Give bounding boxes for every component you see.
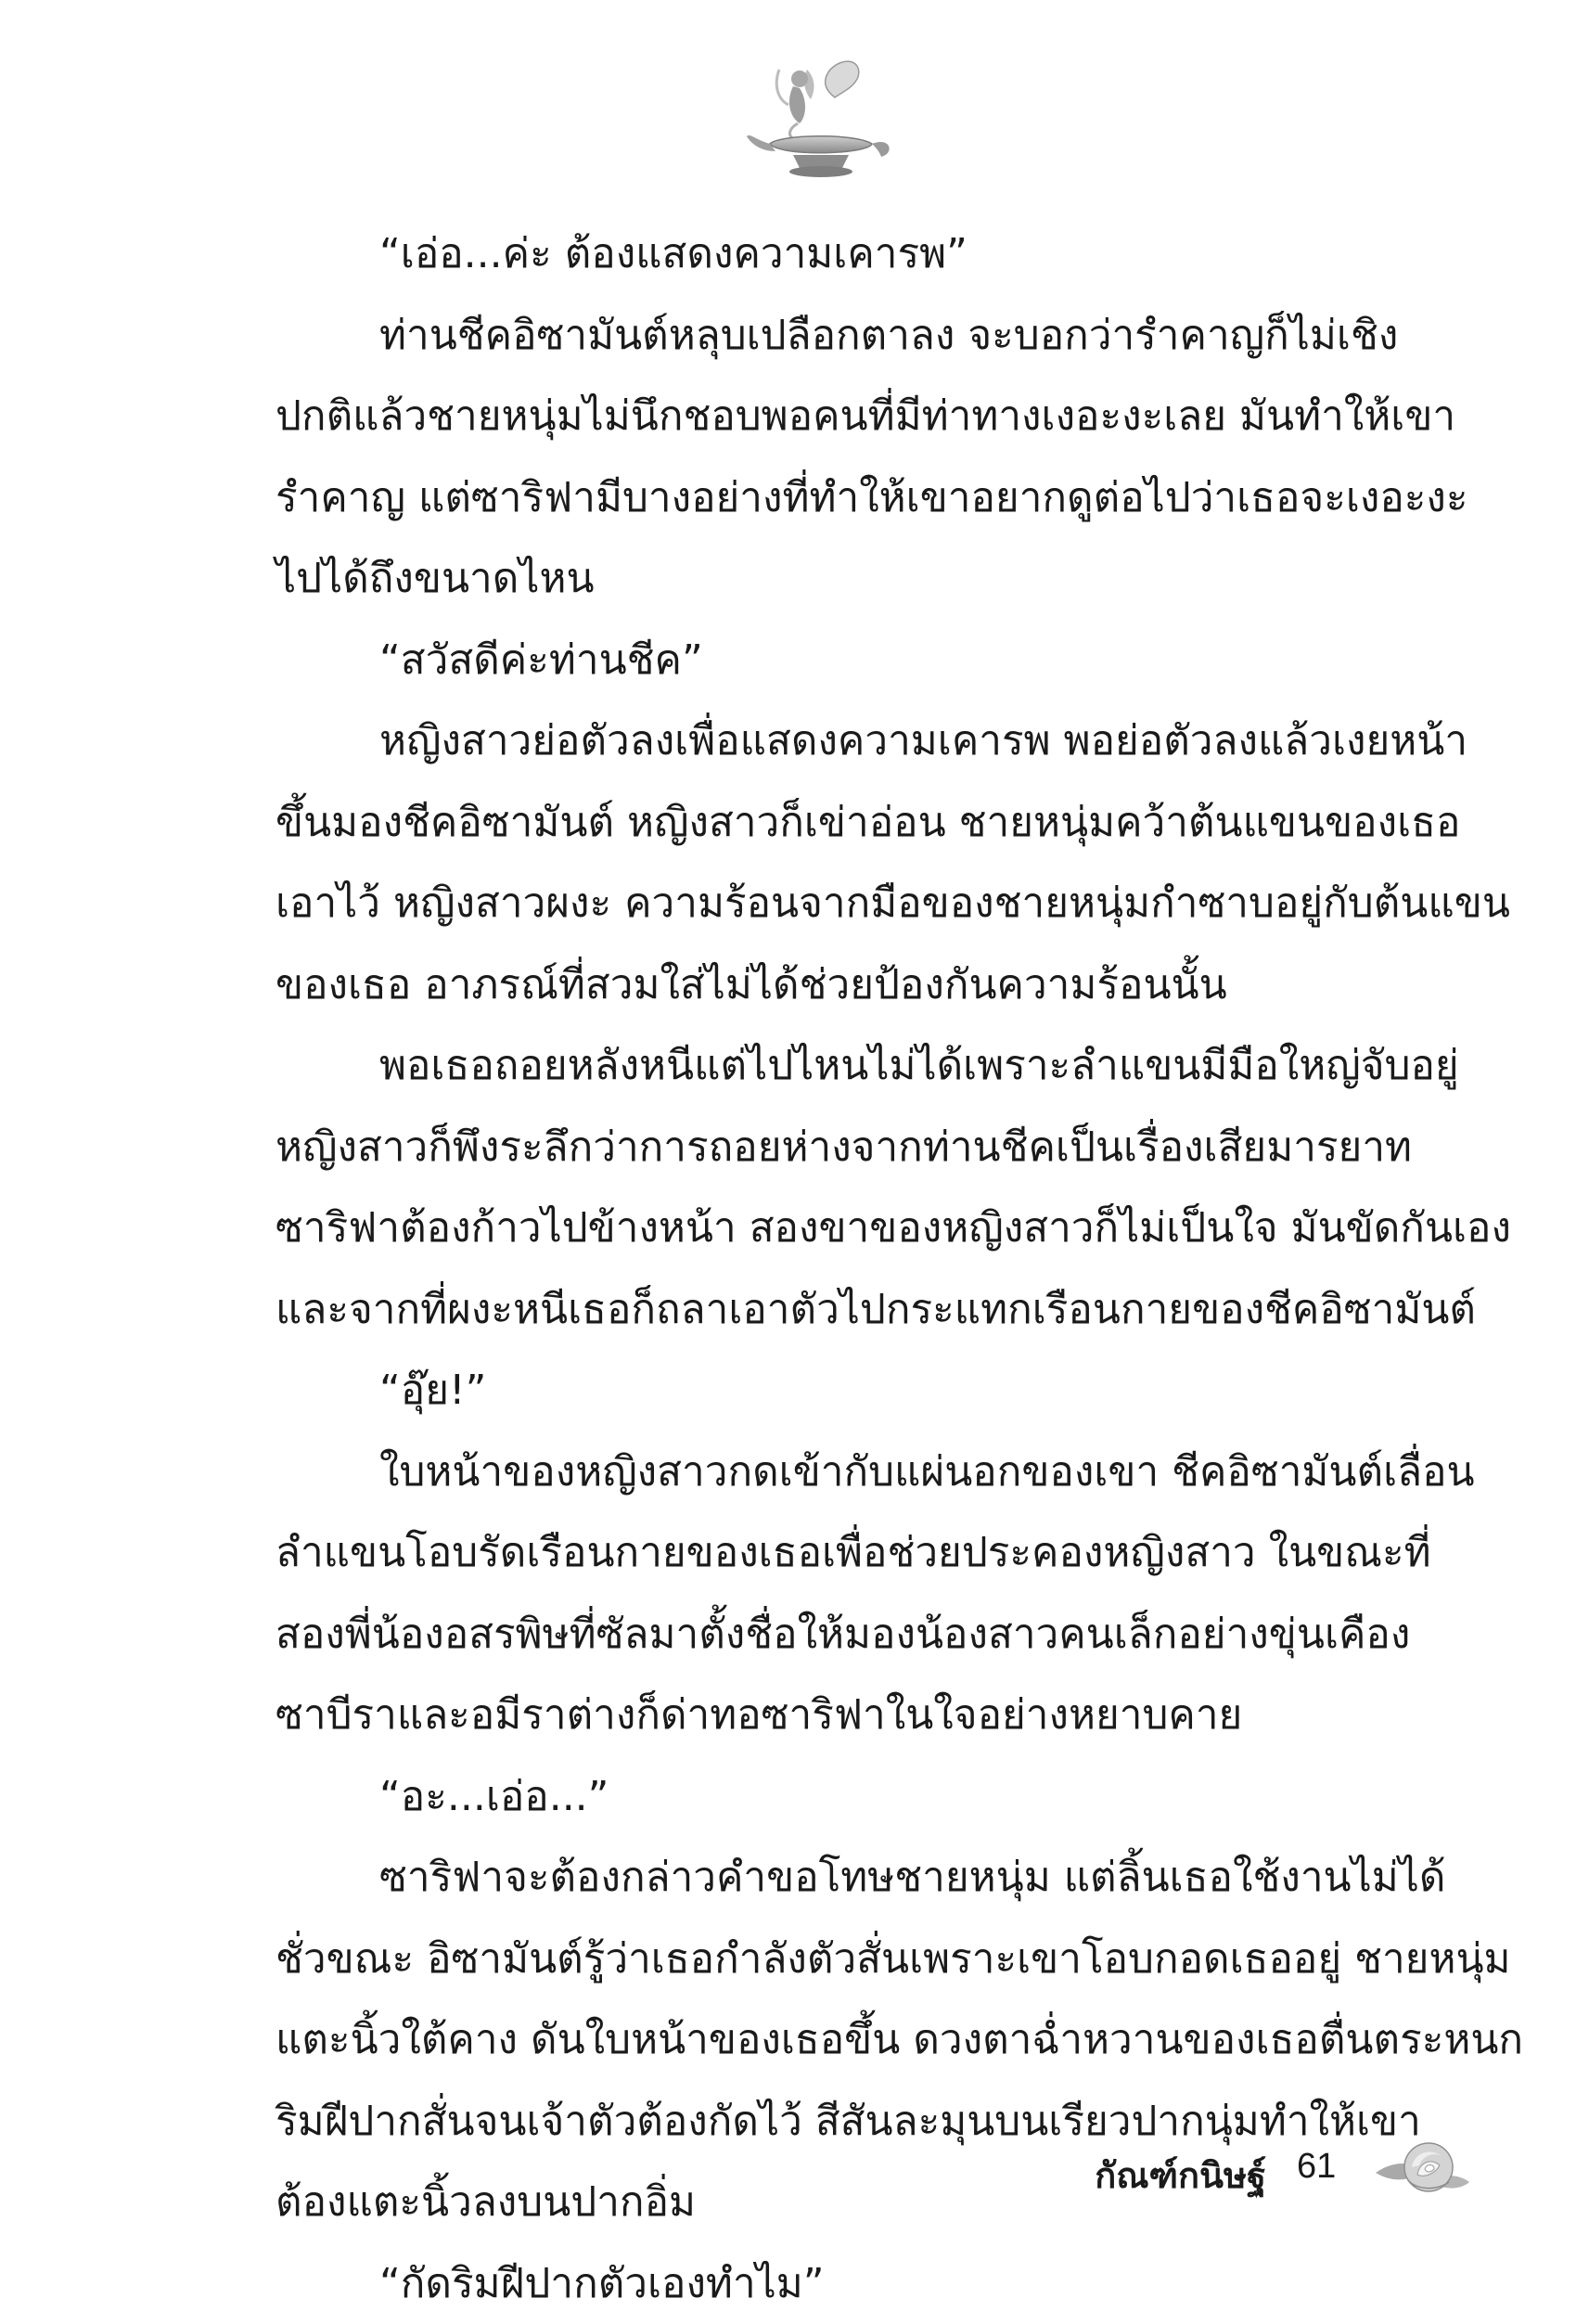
text-line: ซาบีราและอมีราต่างก็ด่าทอซาริฟาในใจอย่างหยาบคาย: [276, 1675, 1398, 1756]
text-line: ปกติแล้วชายหนุ่มไม่นึกชอบพอคนที่มีท่าทางเงอะงะเลย มันทำให้เขา: [276, 376, 1398, 457]
text-line: ลำแขนโอบรัดเรือนกายของเธอเพื่อช่วยประคองหญิงสาว ในขณะที่: [276, 1512, 1398, 1594]
text-line: ใบหน้าของหญิงสาวกดเข้ากับแผ่นอกของเขา ชีคอิซามันต์เลื่อน: [276, 1432, 1398, 1513]
text-line: สองพี่น้องอสรพิษที่ซัลมาตั้งชื่อให้มองน้องสาวคนเล็กอย่างขุ่นเคือง: [276, 1594, 1398, 1676]
text-line: ไปได้ถึงขนาดไหน: [276, 538, 1398, 620]
text-line: ริมฝีปากสั่นจนเจ้าตัวต้องกัดไว้ สีสันละมุนบนเรียวปากนุ่มทำให้เขา: [276, 2081, 1398, 2163]
page-footer: [1067, 2134, 1475, 2208]
text-line: ซาริฟาต้องก้าวไปข้างหน้า สองขาของหญิงสาวก็ไม่เป็นใจ มันขัดกันเอง: [276, 1188, 1398, 1269]
text-line: “เอ่อ...ค่ะ ต้องแสดงความเคารพ”: [276, 213, 1398, 295]
text-line: ท่านชีคอิซามันต์หลุบเปลือกตาลง จะบอกว่ารำคาญก็ไม่เชิง: [276, 295, 1398, 377]
text-line: พอเธอถอยหลังหนีแต่ไปไหนไม่ได้เพราะลำแขนมีมือใหญ่จับอยู่: [276, 1025, 1398, 1107]
text-line: ขึ้นมองชีคอิซามันต์ หญิงสาวก็เข่าอ่อน ชายหนุ่มคว้าต้นแขนของเธอ: [276, 782, 1398, 864]
text-line: รำคาญ แต่ซาริฟามีบางอย่างที่ทำให้เขาอยากดูต่อไปว่าเธอจะเงอะงะ: [276, 457, 1398, 539]
text-line: “สวัสดีค่ะท่านชีค”: [276, 620, 1398, 701]
text-line: ซาริฟาจะต้องกล่าวคำขอโทษชายหนุ่ม แต่ลิ้นเธอใช้งานไม่ได้: [276, 1837, 1398, 1919]
genie-lamp-icon: [742, 51, 900, 190]
book-title: กัณฑ์กนิษฐ์: [1095, 2147, 1266, 2203]
text-line: หญิงสาวก็พึงระลึกว่าการถอยห่างจากท่านชีคเป็นเรื่องเสียมารยาท: [276, 1107, 1398, 1188]
text-line: หญิงสาวย่อตัวลงเพื่อแสดงความเคารพ พอย่อตัวลงแล้วเงยหน้า: [276, 700, 1398, 782]
text-line: “อะ...เอ่อ...”: [276, 1756, 1398, 1838]
text-line: ของเธอ อาภรณ์ที่สวมใส่ไม่ได้ช่วยป้องกันความร้อนนั้น: [276, 944, 1398, 1026]
text-line: ต้องแตะนิ้วลงบนปากอิ่ม: [276, 2162, 1398, 2243]
text-line: เอาไว้ หญิงสาวผงะ ความร้อนจากมือของชายหนุ่มกำซาบอยู่กับต้นแขน: [276, 863, 1398, 944]
text-line: แตะนิ้วใต้คาง ดันใบหน้าของเธอขึ้น ดวงตาฉ่ำหวานของเธอตื่นตระหนก: [276, 1999, 1398, 2081]
text-line: “กัดริมฝีปากตัวเองทำไม”: [276, 2243, 1398, 2324]
body-text: [276, 213, 1398, 2324]
text-line: “อุ๊ย!”: [276, 1350, 1398, 1432]
text-line: ชั่วขณะ อิซามันต์รู้ว่าเธอกำลังตัวสั่นเพราะเขาโอบกอดเธออยู่ ชายหนุ่ม: [276, 1919, 1398, 2000]
rose-icon: [1371, 2134, 1473, 2206]
text-line: และจากที่ผงะหนีเธอก็ถลาเอาตัวไปกระแทกเรือนกายของชีคอิซามันต์: [276, 1269, 1398, 1351]
page-number: 61: [1297, 2147, 1336, 2187]
